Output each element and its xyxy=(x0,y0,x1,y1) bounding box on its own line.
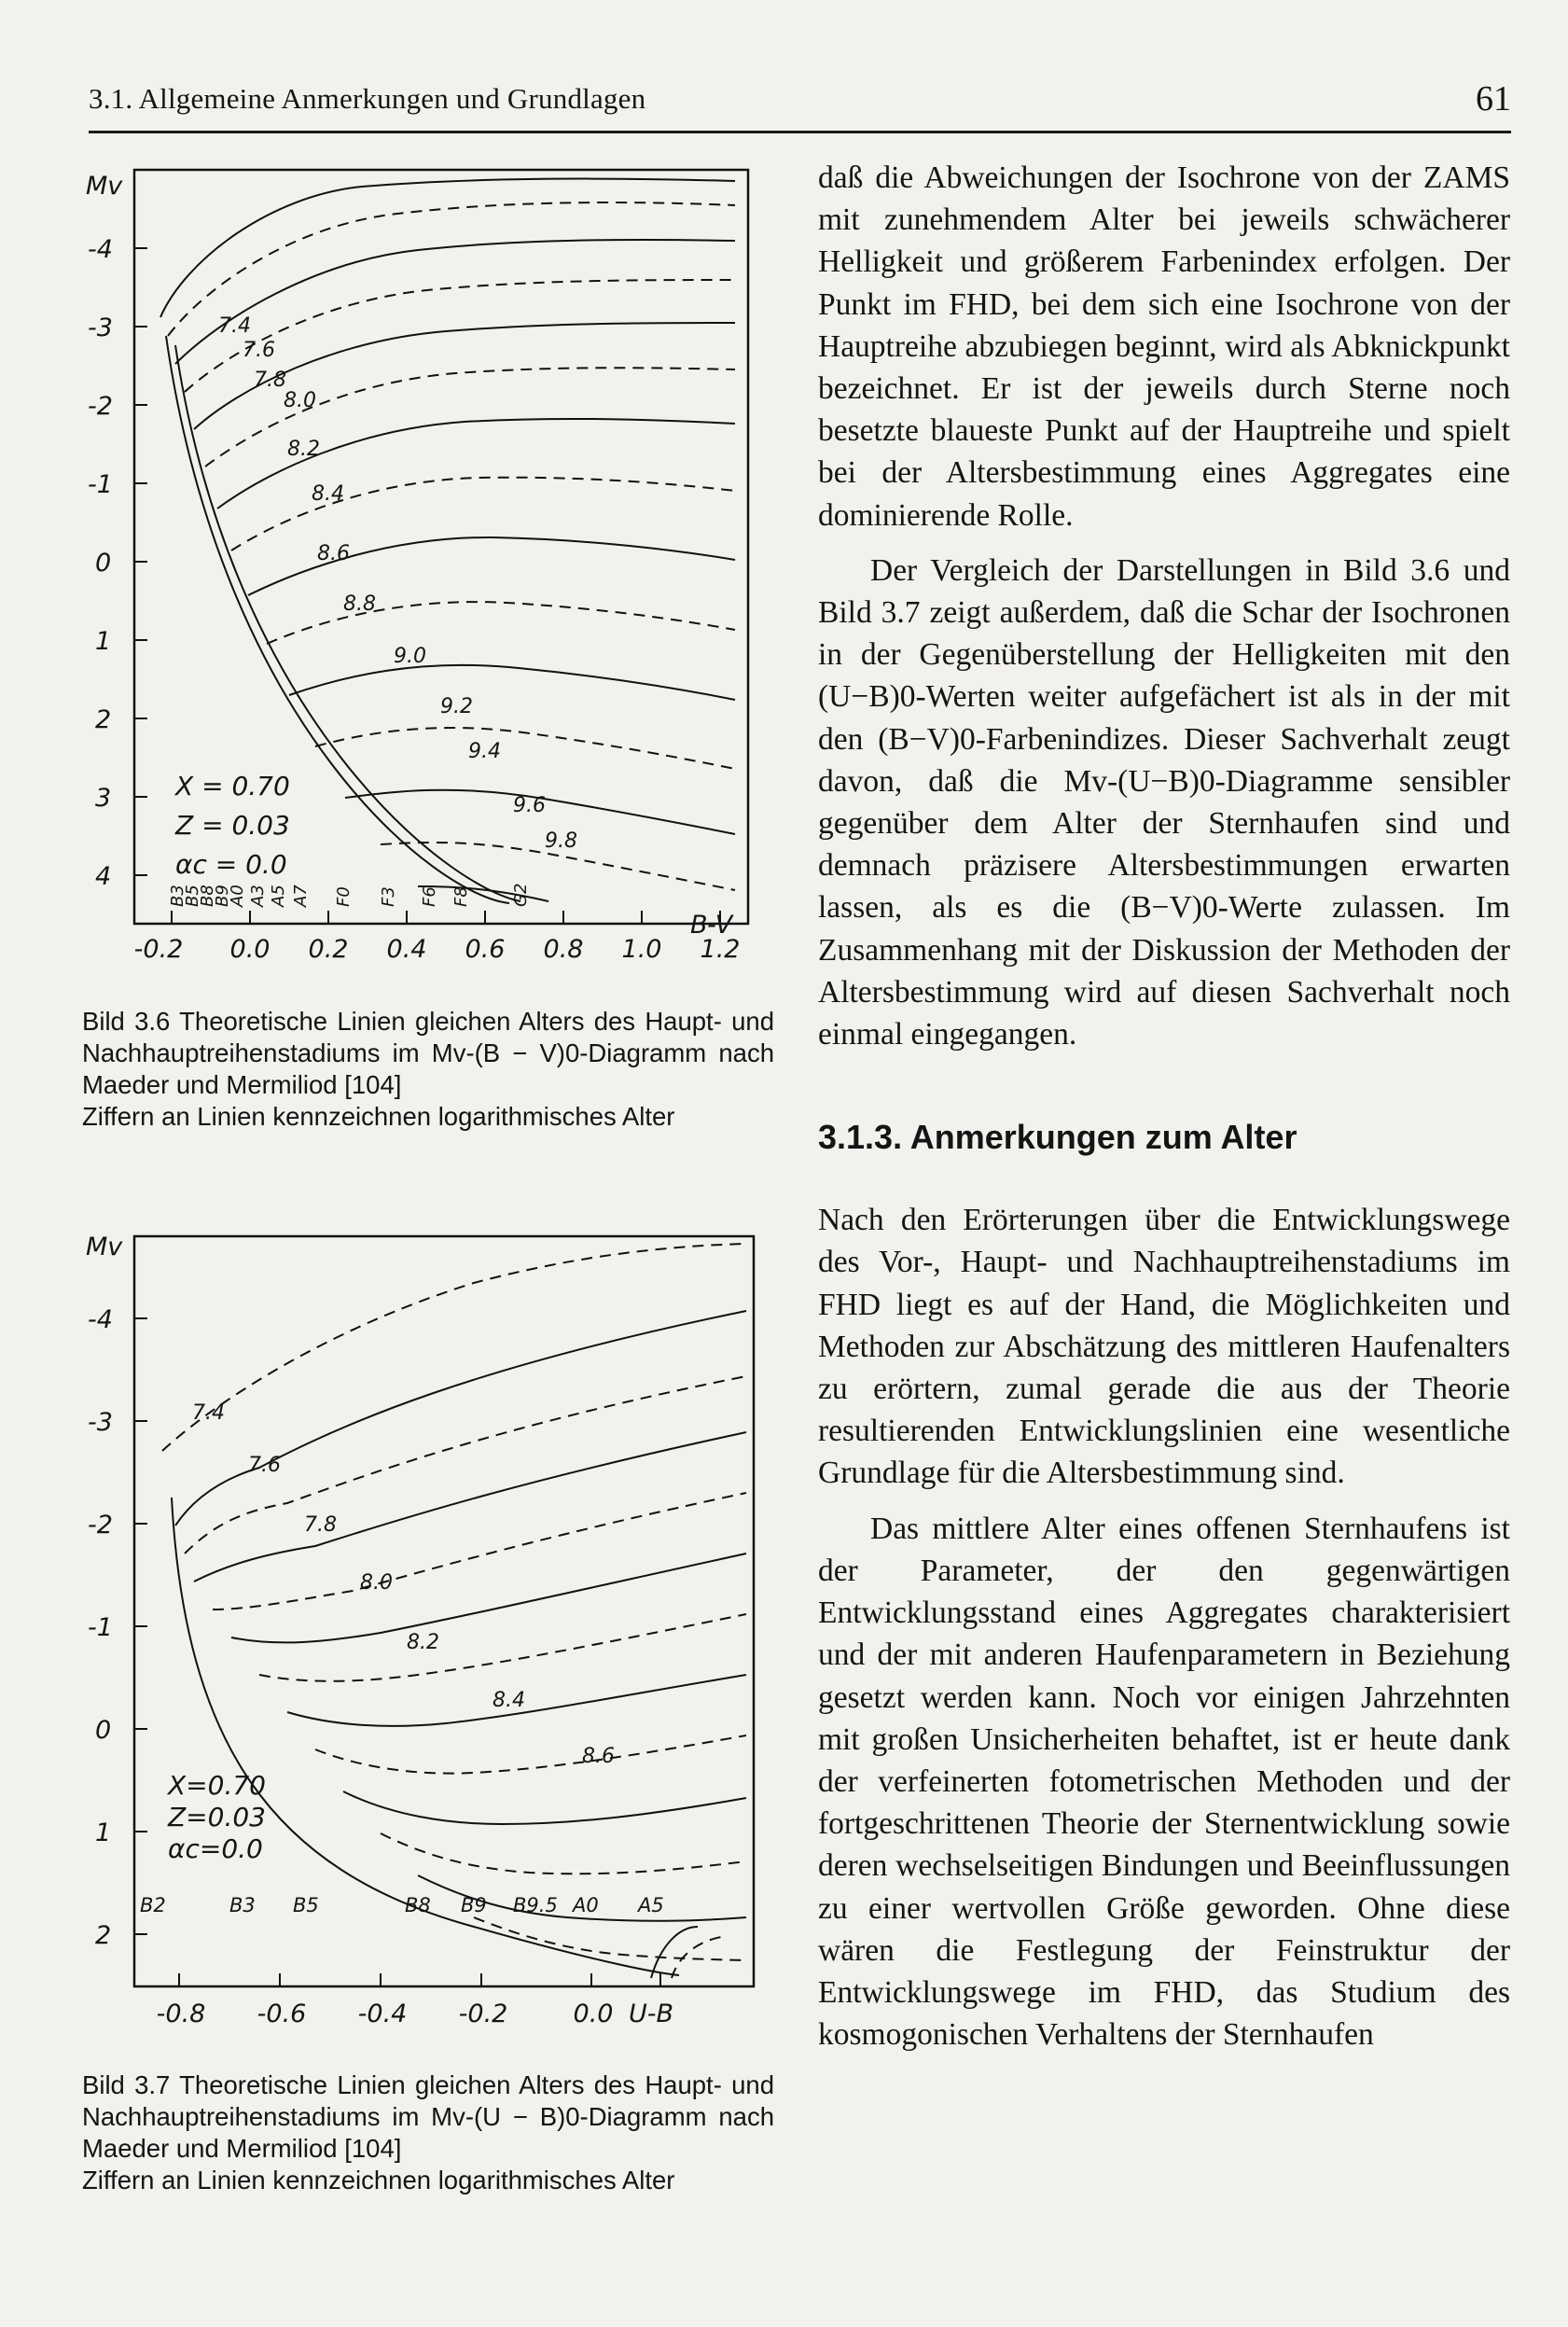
body-text-column xyxy=(818,157,1510,2055)
fig1-param: X = 0.70 xyxy=(175,771,290,801)
fig2-xtick: -0.2 xyxy=(458,2000,508,2028)
fig1-spectral-type: B3 xyxy=(168,885,187,907)
fig1-spectral-type: A0 xyxy=(228,885,247,907)
fig1-x-axis-label: B-V xyxy=(690,911,733,940)
fig1-ytick: 2 xyxy=(95,705,112,734)
fig2-spectral-type: B9.5 xyxy=(513,1894,558,1916)
fig1-age-label: 9.8 xyxy=(545,829,577,853)
paragraph: Nach den Erörterungen über die Entwicklungswege des Vor-, Haupt- und Nachhauptreihenstadiums im FHD liegt es auf der Hand, die Möglichkeiten und Methoden zur Abschätzung des mittleren Haufenalters zu erörtern, zumal gerade die aus der Theorie resultierenden Entwicklungslinien eine wesentliche Grundlage für die Altersbestimmung sind. xyxy=(818,1203,1510,1491)
figure-3-6-caption xyxy=(82,1006,774,1133)
fig2-xtick: -0.8 xyxy=(156,2000,206,2028)
fig2-age-label: 8.0 xyxy=(360,1571,393,1595)
fig2-age-label: 8.6 xyxy=(582,1745,615,1768)
fig1-spectral-type: F6 xyxy=(420,886,439,907)
fig1-xtick: 0.4 xyxy=(386,935,427,964)
figure-3-7-plot xyxy=(82,1218,791,2039)
fig2-age-label: 8.4 xyxy=(493,1689,525,1712)
figure-3-7-frame xyxy=(134,1236,754,1986)
fig1-age-label: 8.4 xyxy=(312,482,344,506)
fig2-spectral-type: A0 xyxy=(573,1894,599,1916)
caption-text: Bild 3.7 Theoretische Linien gleichen Alters des Haupt- und Nachhauptreihenstadiums im Mv-(U − B)0-Diagramm nach Maeder und Mermiliod [104] xyxy=(82,2070,774,2163)
fig2-x-axis-label: U-B xyxy=(629,2000,674,2028)
fig1-xtick: 0.8 xyxy=(543,935,584,964)
fig1-ytick: -4 xyxy=(88,235,113,264)
fig2-spectral-type: B2 xyxy=(140,1894,166,1916)
fig1-age-label: 9.0 xyxy=(394,645,426,668)
fig2-spectral-type: A5 xyxy=(638,1894,664,1916)
caption-note: Ziffern an Linien kennzeichnen logarithmisches Alter xyxy=(82,2166,675,2195)
fig1-ytick: -2 xyxy=(88,392,113,421)
fig1-ytick: 1 xyxy=(95,627,112,656)
fig1-age-label: 9.6 xyxy=(513,794,546,817)
paragraph: Der Vergleich der Darstellungen in Bild 3.6 und Bild 3.7 zeigt außerdem, daß die Schar der Isochronen in der Gegenüberstellung der Helligkeiten mit den (U−B)0-Werten weiter aufgefächert ist als in der mit den (B−V)0-Farbenindizes. Dieser Sachverhalt zeugt davon, daß die Mv-(U−B)0-Diagramme sensibler gegenüber dem Alter der Sternhaufen sind und demnach präzisere Altersbestimmungen erwarten lassen, als es die (B−V)0-Werte zulassen. Im Zusammenhang mit der Diskussion der Methoden der Altersbestimmung wird auf diesen Sachverhalt noch einmal eingegangen. xyxy=(818,552,1510,1052)
fig1-age-label: 7.4 xyxy=(218,314,251,338)
fig1-age-label: 9.2 xyxy=(440,695,473,718)
fig2-isochrones xyxy=(162,1244,746,1978)
fig1-x-ticks xyxy=(172,911,720,924)
fig1-age-label: 8.6 xyxy=(317,542,350,565)
fig1-age-label: 8.8 xyxy=(343,592,376,616)
fig1-spectral-type: G2 xyxy=(511,883,531,907)
fig2-ytick: -1 xyxy=(88,1613,113,1642)
fig1-spectral-type: B9 xyxy=(213,885,232,907)
running-head-title: 3.1. Allgemeine Anmerkungen und Grundlagen xyxy=(89,82,646,115)
fig2-spectral-type: B9 xyxy=(461,1894,487,1916)
fig1-ytick: -1 xyxy=(88,470,113,499)
fig2-y-ticks xyxy=(134,1318,147,1934)
fig1-spectral-type: A5 xyxy=(269,885,288,907)
fig1-y-axis-label: Mv xyxy=(86,172,123,201)
fig1-y-ticks xyxy=(134,248,147,875)
fig2-spectral-type: B3 xyxy=(229,1894,256,1916)
fig1-xtick: -0.2 xyxy=(133,935,184,964)
fig2-spectral-type: B5 xyxy=(293,1894,319,1916)
caption-note: Ziffern an Linien kennzeichnen logarithmisches Alter xyxy=(82,1102,675,1131)
fig1-xtick: 1.0 xyxy=(621,935,662,964)
figure-3-6-plot xyxy=(82,149,791,998)
fig2-xtick: -0.4 xyxy=(357,2000,408,2028)
fig1-age-label: 7.6 xyxy=(243,339,275,362)
fig2-age-label: 7.8 xyxy=(304,1513,337,1537)
fig2-age-label: 7.4 xyxy=(192,1401,225,1425)
fig2-param: X=0.70 xyxy=(168,1770,266,1801)
fig1-xtick: 0.2 xyxy=(308,935,349,964)
fig1-param: αc = 0.0 xyxy=(175,849,287,880)
fig1-xtick: 0.0 xyxy=(229,935,271,964)
figure-3-6 xyxy=(82,149,791,1003)
fig1-age-label: 8.2 xyxy=(287,438,320,461)
page-number: 61 xyxy=(1476,79,1511,118)
figure-3-7-caption xyxy=(82,2069,774,2196)
fig2-ytick: 2 xyxy=(95,1921,112,1950)
fig2-param: αc=0.0 xyxy=(168,1833,263,1864)
paragraph: daß die Abweichungen der Isochrone von der ZAMS mit zunehmendem Alter bei jeweils schwächerer Helligkeit und größerem Farbenindex erfolgen. Der Punkt im FHD, bei dem sich eine Isochrone von der Hauptreihe abzubiegen beginnt, wird als Abknickpunkt bezeichnet. Er ist der jeweils durch Sterne noch besetzte blaueste Punkt auf der Hauptreihe und spielt bei der Altersbestimmung eines Aggregates eine dominierende Rolle. xyxy=(818,160,1510,533)
fig1-spectral-type: F0 xyxy=(334,886,354,907)
fig1-xtick: 0.6 xyxy=(465,935,506,964)
fig2-ytick: 1 xyxy=(95,1818,112,1847)
running-head xyxy=(89,79,1511,129)
fig2-ytick: -2 xyxy=(88,1511,113,1540)
caption-text: Bild 3.6 Theoretische Linien gleichen Alters des Haupt- und Nachhauptreihenstadiums im Mv-(B − V)0-Diagramm nach Maeder und Mermiliod [104] xyxy=(82,1007,774,1099)
fig2-ytick: 0 xyxy=(95,1716,112,1745)
fig2-age-label: 7.6 xyxy=(248,1454,281,1477)
fig2-spectral-type: B8 xyxy=(405,1894,431,1916)
fig1-spectral-type: F8 xyxy=(451,886,471,907)
fig2-y-axis-label: Mv xyxy=(86,1233,123,1261)
section-heading: 3.1.3. Anmerkungen zum Alter xyxy=(818,1118,1297,1157)
fig1-param: Z = 0.03 xyxy=(175,810,290,841)
fig1-spectral-type: B8 xyxy=(198,885,217,907)
fig1-spectral-type: A3 xyxy=(248,885,268,907)
fig1-xtick: 1.2 xyxy=(700,935,741,964)
fig1-age-label: 8.0 xyxy=(284,389,316,412)
fig2-ytick: -3 xyxy=(88,1408,113,1437)
header-rule xyxy=(89,131,1511,133)
fig1-spectral-type: F3 xyxy=(379,886,398,907)
fig1-ytick: 4 xyxy=(95,862,112,891)
fig1-ytick: 3 xyxy=(95,784,112,813)
fig1-age-label: 9.4 xyxy=(468,740,501,763)
fig1-ytick: 0 xyxy=(95,549,112,578)
fig1-spectral-type: A7 xyxy=(291,885,311,907)
fig2-xtick: 0.0 xyxy=(573,2000,614,2028)
paragraph: Das mittlere Alter eines offenen Sternhaufens ist der Parameter, der den gegenwärtigen Entwicklungsstand eines Aggregates charakterisiert und der mit anderen Haufenparametern in Beziehung gesetzt werden kann. Noch vor einigen Jahrzehnten mit großen Unsicherheiten behaftet, ist er heute dank der verfeinerten fotometrischen Methoden und der fortgeschrittenen Theorie der Sternentwicklung sowie deren wechselseitigen Bindungen und Beeinflussungen zu einer wertvollen Größe geworden. Ohne diese wären die Festlegung der Feinstruktur der Entwicklungswege im FHD, das Studium des kosmogonischen Verhaltens der Sternhaufen xyxy=(818,1511,1510,2053)
fig2-x-ticks xyxy=(179,1973,660,1986)
fig2-param: Z=0.03 xyxy=(168,1802,266,1832)
fig1-ytick: -3 xyxy=(88,314,113,342)
fig1-spectral-type: B5 xyxy=(183,885,202,907)
fig2-age-label: 8.2 xyxy=(407,1631,439,1654)
fig2-ytick: -4 xyxy=(88,1305,113,1334)
fig1-age-label: 7.8 xyxy=(254,369,286,392)
figure-3-7 xyxy=(82,1218,791,2043)
fig2-xtick: -0.6 xyxy=(257,2000,307,2028)
